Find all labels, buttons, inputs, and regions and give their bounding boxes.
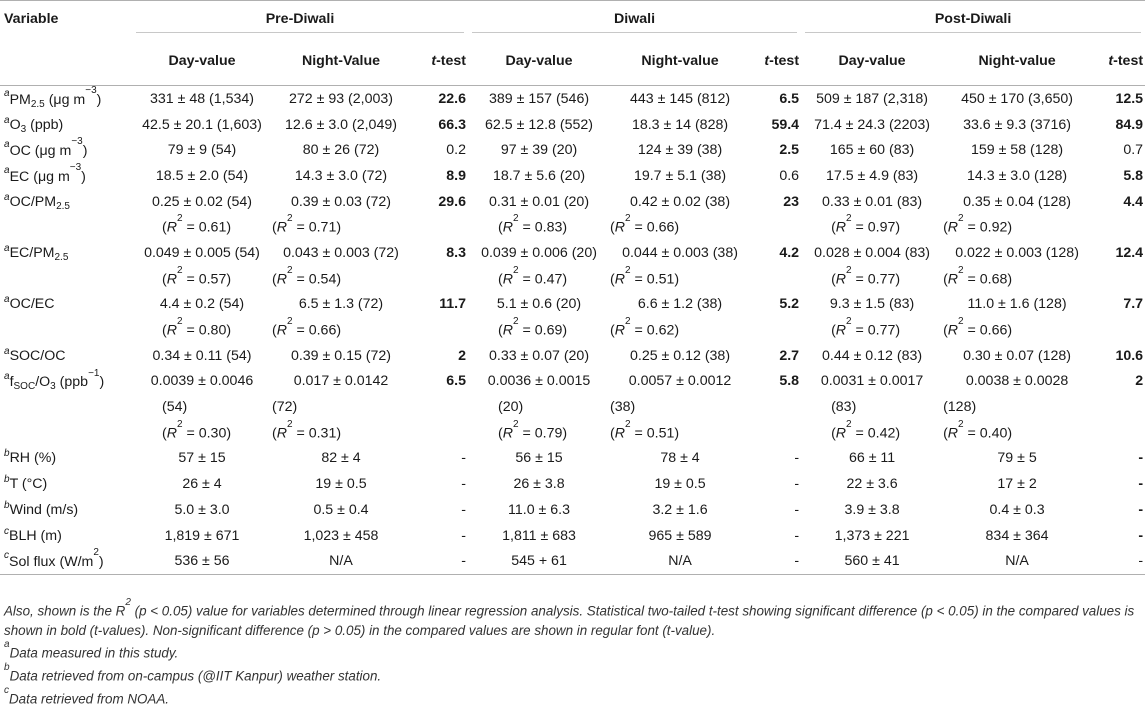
variable-name: OC (μg $m^{-3}$) xyxy=(9,136,88,160)
table-row xyxy=(0,523,1145,549)
day-value-cell: $(R^2 = 0.69)$ xyxy=(498,316,568,339)
variable-label: $^a$OC/EC xyxy=(4,294,55,313)
night-value-cell: 12.6 ± 3.0 (2,049) xyxy=(285,116,397,133)
night-value-cell: $(R^2 = 0.66)$ xyxy=(610,213,680,237)
t-test-cell xyxy=(1091,394,1145,420)
t-test-cell: 11.7 xyxy=(439,296,467,313)
t-test-cell: - xyxy=(461,501,467,518)
header-t-test: t-test xyxy=(1108,53,1144,69)
note-main: Also, shown is the $R^2$ (p < 0.05) value for variables determined through linear regression analysis. Statistical two-tailed t-test showing significant difference (p < 0.05) in the compared values is shown in bold (t-values). Non-significant difference (p > 0.05) in the compared values are shown in regular font (t-value). xyxy=(4,597,1135,638)
t-test-cell: - xyxy=(794,450,800,467)
night-value-cell: 0.0057 ± 0.0012 xyxy=(628,373,732,390)
t-test-cell xyxy=(750,317,801,343)
table-row xyxy=(0,471,1145,497)
day-value-cell: 0.0039 ± 0.0046 xyxy=(150,373,254,390)
t-test-cell xyxy=(1091,266,1145,292)
t-test-cell: 4.4 xyxy=(1123,193,1144,210)
night-value-cell: 834 ± 364 xyxy=(985,527,1049,544)
day-value-cell: 165 ± 60 (83) xyxy=(829,142,915,159)
night-value-cell: 11.0 ± 1.6 (128) xyxy=(967,296,1067,313)
day-value-cell: 22 ± 3.6 xyxy=(846,476,898,493)
day-value-cell: $(R^2 = 0.77)$ xyxy=(831,316,901,339)
night-value-cell: 0.39 ± 0.15 (72) xyxy=(290,347,392,364)
header-t-test: t-test xyxy=(764,53,800,69)
day-value-cell: 9.3 ± 1.5 (83) xyxy=(829,296,915,313)
night-value-cell: N/A xyxy=(329,553,353,570)
day-value-cell: $(R^2 = 0.61)$ xyxy=(162,213,232,237)
table-row xyxy=(0,86,1145,112)
table-row xyxy=(0,446,1145,472)
night-value-cell: 965 ± 589 xyxy=(648,527,712,544)
day-value-cell: 26 ± 4 xyxy=(182,476,222,493)
variable-label: $^aEC/PM_{2.5}$ xyxy=(4,242,69,263)
note-c: $^c$Data retrieved from NOAA. xyxy=(4,684,169,707)
header-night-value: Night-value xyxy=(641,53,719,69)
day-value-cell: 57 ± 15 xyxy=(178,450,226,467)
day-value-cell: $(R^2 = 0.83)$ xyxy=(498,213,568,237)
night-value-cell: $(R^2 = 0.51)$ xyxy=(610,418,680,442)
day-value-cell: 0.0036 ± 0.0015 xyxy=(487,373,591,390)
day-value-cell: 1,811 ± 683 xyxy=(502,527,576,544)
night-value-cell: $(R^2 = 0.31)$ xyxy=(272,418,342,442)
night-value-cell: 18.3 ± 14 (828) xyxy=(631,116,729,133)
day-value-cell: 66 ± 11 xyxy=(848,450,896,467)
t-test-cell: - xyxy=(1138,476,1144,493)
variable-name: $f_{SOC}/O_3$ (ppb$^{-1}$) xyxy=(9,367,105,393)
night-value-cell: 0.017 ± 0.0142 xyxy=(293,373,389,390)
night-value-cell: 159 ± 58 (128) xyxy=(970,142,1064,159)
t-test-cell: - xyxy=(1138,527,1144,544)
variable-label xyxy=(0,214,132,240)
t-test-cell xyxy=(750,394,801,420)
table-row xyxy=(0,317,1145,343)
t-test-cell xyxy=(410,266,468,292)
night-value-cell: (38) xyxy=(610,399,636,416)
day-value-cell: 536 ± 56 xyxy=(174,553,230,570)
t-test-cell: 5.2 xyxy=(779,296,800,313)
day-value-cell: 18.5 ± 2.0 (54) xyxy=(155,167,249,184)
t-test-cell: 66.3 xyxy=(438,116,467,133)
t-test-cell: 7.7 xyxy=(1123,296,1144,313)
variable-label: $^c$BLH (m) xyxy=(4,525,62,544)
variable-label: $^a$SOC/OC xyxy=(4,345,66,364)
variable-label xyxy=(0,266,132,292)
day-value-cell: 62.5 ± 12.8 (552) xyxy=(485,116,594,133)
t-test-cell: - xyxy=(461,553,467,570)
night-value-cell: 0.4 ± 0.3 xyxy=(989,501,1045,518)
t-test-cell: 5.8 xyxy=(779,373,800,390)
day-value-cell: 79 ± 9 (54) xyxy=(167,142,237,159)
day-value-cell: $(R^2 = 0.79)$ xyxy=(498,418,568,442)
t-test-cell xyxy=(1091,420,1145,446)
day-value-cell: 0.049 ± 0.005 (54) xyxy=(144,244,260,261)
header-night-value: Night-Value xyxy=(301,53,381,69)
header-day-value: Day-value xyxy=(168,53,236,69)
variable-label: $^aOC/PM_{2.5}$ xyxy=(4,191,70,212)
day-value-cell: 389 ± 157 (546) xyxy=(488,90,590,107)
t-test-cell: 2.7 xyxy=(779,347,800,364)
variable-name: $PM_{2.5}$ (μg $m^{-3}$) xyxy=(9,84,102,110)
table-row xyxy=(0,548,1145,574)
night-value-cell: (128) xyxy=(943,399,977,416)
night-value-cell: 0.0038 ± 0.0028 xyxy=(965,373,1069,390)
table-row xyxy=(0,394,1145,420)
day-value-cell: 0.039 ± 0.006 (20) xyxy=(481,244,597,261)
night-value-cell: 19 ± 0.5 xyxy=(654,476,706,493)
day-value-cell: (54) xyxy=(162,399,188,416)
table-notes xyxy=(4,598,1142,708)
day-value-cell: $(R^2 = 0.47)$ xyxy=(498,264,568,288)
day-value-cell: 3.9 ± 3.8 xyxy=(844,501,900,518)
t-test-cell xyxy=(1091,214,1145,240)
variable-label: $^aPM_{2.5}$ (μg $m^{-3}$) xyxy=(4,84,102,110)
variable-name: EC (μg $m^{-3}$) xyxy=(9,162,86,185)
table-row xyxy=(0,163,1145,189)
table-row xyxy=(0,240,1145,266)
day-value-cell: $(R^2 = 0.97)$ xyxy=(831,213,901,237)
night-value-cell: 82 ± 4 xyxy=(321,450,361,467)
day-value-cell: 0.33 ± 0.07 (20) xyxy=(488,347,590,364)
day-value-cell: (20) xyxy=(498,399,524,416)
night-value-cell: 78 ± 4 xyxy=(660,450,700,467)
night-value-cell: 79 ± 5 xyxy=(997,450,1037,467)
variable-label: $^af_{SOC}/O_3$ (ppb$^{-1}$) xyxy=(4,367,105,393)
night-value-cell: 1,023 ± 458 xyxy=(303,527,379,544)
day-value-cell: 0.0031 ± 0.0017 xyxy=(820,373,924,390)
night-value-cell: $(R^2 = 0.62)$ xyxy=(610,316,680,339)
variable-name: T (°C) xyxy=(9,476,48,493)
variable-name: $EC/PM_{2.5}$ xyxy=(9,244,69,263)
variable-label: $^b$Wind (m/s) xyxy=(4,499,79,518)
t-test-cell: 6.5 xyxy=(779,90,800,107)
t-test-cell xyxy=(1091,317,1145,343)
night-value-cell: $(R^2 = 0.66)$ xyxy=(272,316,342,339)
day-value-cell: 5.0 ± 3.0 xyxy=(174,501,230,518)
day-value-cell: $(R^2 = 0.57)$ xyxy=(162,264,232,288)
t-test-cell xyxy=(410,214,468,240)
night-value-cell: 0.42 ± 0.02 (38) xyxy=(629,193,731,210)
t-test-cell xyxy=(410,317,468,343)
t-test-cell: - xyxy=(461,527,467,544)
header-t-test: t-test xyxy=(431,53,467,69)
day-value-cell: 71.4 ± 24.3 (2203) xyxy=(814,116,930,133)
night-value-cell: 14.3 ± 3.0 (128) xyxy=(967,167,1068,184)
t-test-cell: 22.6 xyxy=(438,90,467,107)
night-value-cell: N/A xyxy=(668,553,692,570)
table-row xyxy=(0,112,1145,138)
variable-label: $^a$OC (μg $m^{-3}$) xyxy=(4,136,88,160)
t-test-cell: 12.4 xyxy=(1115,244,1144,261)
note-b: $^b$Data retrieved from on-campus (@IIT Kanpur) weather station. xyxy=(4,661,382,684)
t-test-cell: 23 xyxy=(783,193,800,210)
table-row xyxy=(0,369,1145,395)
t-test-cell: - xyxy=(794,476,800,493)
t-test-cell: 59.4 xyxy=(771,116,800,133)
night-value-cell: 0.35 ± 0.04 (128) xyxy=(963,193,1072,210)
header-group-post-diwali: Post-Diwali xyxy=(801,1,1145,38)
day-value-cell: 509 ± 187 (2,318) xyxy=(816,90,929,107)
header-day-value: Day-value xyxy=(838,53,906,69)
variable-label: $^b$T (°C) xyxy=(4,474,48,493)
header-night-value: Night-value xyxy=(978,53,1056,69)
t-test-cell: 0.6 xyxy=(779,167,800,184)
day-value-cell: 17.5 ± 4.9 (83) xyxy=(825,167,919,184)
t-test-cell xyxy=(750,214,801,240)
day-value-cell: (83) xyxy=(831,399,857,416)
night-value-cell: 19 ± 0.5 xyxy=(315,476,367,493)
t-test-cell: 84.9 xyxy=(1115,116,1144,133)
day-value-cell: 42.5 ± 20.1 (1,603) xyxy=(142,116,262,133)
night-value-cell: (72) xyxy=(272,399,298,416)
variable-label: $^b$RH (%) xyxy=(4,448,57,467)
variable-name: $OC/PM_{2.5}$ xyxy=(9,193,70,212)
variable-label xyxy=(0,317,132,343)
t-test-cell xyxy=(750,420,801,446)
t-test-cell: 2.5 xyxy=(779,142,800,159)
day-value-cell: 5.1 ± 0.6 (20) xyxy=(496,296,582,313)
t-test-cell: 8.3 xyxy=(446,244,467,261)
night-value-cell: 0.30 ± 0.07 (128) xyxy=(963,347,1072,364)
header-variable: Variable xyxy=(4,11,59,27)
day-value-cell: $(R^2 = 0.77)$ xyxy=(831,264,901,288)
table-row xyxy=(0,292,1145,318)
night-value-cell: 272 ± 93 (2,003) xyxy=(288,90,394,107)
night-value-cell: N/A xyxy=(1005,553,1029,570)
day-value-cell: $(R^2 = 0.30)$ xyxy=(162,418,232,442)
t-test-cell: 10.6 xyxy=(1115,347,1144,364)
t-test-cell: - xyxy=(794,501,800,518)
variable-label: $^c$Sol flux $(W/m^2)$ xyxy=(4,547,104,571)
t-test-cell: - xyxy=(1138,501,1144,518)
table-row xyxy=(0,137,1145,163)
night-value-cell: $(R^2 = 0.92)$ xyxy=(943,213,1013,237)
night-value-cell: 0.25 ± 0.12 (38) xyxy=(629,347,731,364)
night-value-cell: 6.6 ± 1.2 (38) xyxy=(637,296,723,313)
variable-name: SOC/OC xyxy=(9,347,66,364)
t-test-cell: - xyxy=(794,553,800,570)
table-row xyxy=(0,420,1145,446)
night-value-cell: 0.39 ± 0.03 (72) xyxy=(290,193,392,210)
day-value-cell: 0.25 ± 0.02 (54) xyxy=(151,193,253,210)
t-test-cell: - xyxy=(1138,450,1144,467)
night-value-cell: $(R^2 = 0.68)$ xyxy=(943,264,1013,288)
night-value-cell: 0.044 ± 0.003 (38) xyxy=(622,244,738,261)
day-value-cell: 4.4 ± 0.2 (54) xyxy=(159,296,245,313)
variable-label xyxy=(0,394,132,420)
table-row xyxy=(0,214,1145,240)
header-group-diwali: Diwali xyxy=(468,1,801,38)
night-value-cell: 0.022 ± 0.003 (128) xyxy=(955,244,1079,261)
night-value-cell: 124 ± 39 (38) xyxy=(637,142,723,159)
day-value-cell: 97 ± 39 (20) xyxy=(500,142,578,159)
note-a: $^a$Data measured in this study. xyxy=(4,639,179,661)
day-value-cell: 331 ± 48 (1,534) xyxy=(149,90,255,107)
night-value-cell: $(R^2 = 0.66)$ xyxy=(943,316,1013,339)
t-test-cell: - xyxy=(461,450,467,467)
night-value-cell: $(R^2 = 0.54)$ xyxy=(272,264,342,288)
night-value-cell: $(R^2 = 0.40)$ xyxy=(943,418,1013,442)
variable-label: $^aO_3$ (ppb) xyxy=(4,114,64,135)
header-blank xyxy=(0,37,132,86)
t-test-cell: - xyxy=(794,527,800,544)
variable-label: $^a$EC (μg $m^{-3}$) xyxy=(4,162,86,185)
variable-name: $O_3$ (ppb) xyxy=(9,116,64,135)
night-value-cell: 450 ± 170 (3,650) xyxy=(961,90,1074,107)
day-value-cell: 1,819 ± 671 xyxy=(164,527,240,544)
day-value-cell: 56 ± 15 xyxy=(515,450,563,467)
header-group-pre-diwali: Pre-Diwali xyxy=(132,1,468,38)
table-row xyxy=(0,497,1145,523)
day-value-cell: 11.0 ± 6.3 xyxy=(508,501,570,518)
night-value-cell: 0.5 ± 0.4 xyxy=(313,501,369,518)
day-value-cell: $(R^2 = 0.42)$ xyxy=(831,418,901,442)
variable-name: Wind (m/s) xyxy=(9,501,79,518)
night-value-cell: 33.6 ± 9.3 (3716) xyxy=(963,116,1072,133)
t-test-cell: - xyxy=(461,476,467,493)
night-value-cell: 6.5 ± 1.3 (72) xyxy=(298,296,384,313)
t-test-cell xyxy=(410,420,468,446)
t-test-cell: 0.2 xyxy=(446,142,467,159)
night-value-cell: 443 ± 145 (812) xyxy=(629,90,731,107)
day-value-cell: 26 ± 3.8 xyxy=(513,476,565,493)
night-value-cell: 19.7 ± 5.1 (38) xyxy=(633,167,727,184)
t-test-cell: 4.2 xyxy=(779,244,800,261)
night-value-cell: 14.3 ± 3.0 (72) xyxy=(294,167,388,184)
table-row xyxy=(0,189,1145,215)
day-value-cell: 0.028 ± 0.004 (83) xyxy=(814,244,930,261)
night-value-cell: 17 ± 2 xyxy=(997,476,1037,493)
day-value-cell: 18.7 ± 5.6 (20) xyxy=(492,167,586,184)
variable-name: RH (%) xyxy=(9,450,57,467)
t-test-cell: 0.7 xyxy=(1123,142,1144,159)
night-value-cell: 3.2 ± 1.6 xyxy=(652,501,708,518)
variable-name: OC/EC xyxy=(9,296,55,313)
t-test-cell: 12.5 xyxy=(1115,90,1144,107)
table-row xyxy=(0,343,1145,369)
t-test-cell: 5.8 xyxy=(1123,167,1144,184)
variable-label xyxy=(0,420,132,446)
t-test-cell: - xyxy=(1138,553,1144,570)
t-test-cell: 2 xyxy=(458,347,467,364)
day-value-cell: 1,373 ± 221 xyxy=(834,527,910,544)
header-day-value: Day-value xyxy=(505,53,573,69)
table-row xyxy=(0,266,1145,292)
variable-name: Sol flux $(W/m^2)$ xyxy=(9,547,104,571)
table-body xyxy=(0,86,1145,575)
variable-name: BLH (m) xyxy=(9,527,62,544)
night-value-cell: 80 ± 26 (72) xyxy=(302,142,380,159)
day-value-cell: 0.33 ± 0.01 (83) xyxy=(822,193,923,210)
day-value-cell: $(R^2 = 0.80)$ xyxy=(162,316,232,339)
day-value-cell: 0.44 ± 0.12 (83) xyxy=(822,347,923,364)
t-test-cell: 2 xyxy=(1135,373,1144,390)
t-test-cell xyxy=(750,266,801,292)
night-value-cell: $(R^2 = 0.51)$ xyxy=(610,264,680,288)
day-value-cell: 560 ± 41 xyxy=(844,553,900,570)
day-value-cell: 0.31 ± 0.01 (20) xyxy=(488,193,590,210)
t-test-cell: 8.9 xyxy=(446,167,467,184)
day-value-cell: 545 + 61 xyxy=(511,553,567,570)
night-value-cell: $(R^2 = 0.71)$ xyxy=(272,213,342,237)
night-value-cell: 0.043 ± 0.003 (72) xyxy=(283,244,399,261)
t-test-cell: 6.5 xyxy=(446,373,467,390)
t-test-cell xyxy=(410,394,468,420)
day-value-cell: 0.34 ± 0.11 (54) xyxy=(152,347,252,364)
t-test-cell: 29.6 xyxy=(438,193,467,210)
